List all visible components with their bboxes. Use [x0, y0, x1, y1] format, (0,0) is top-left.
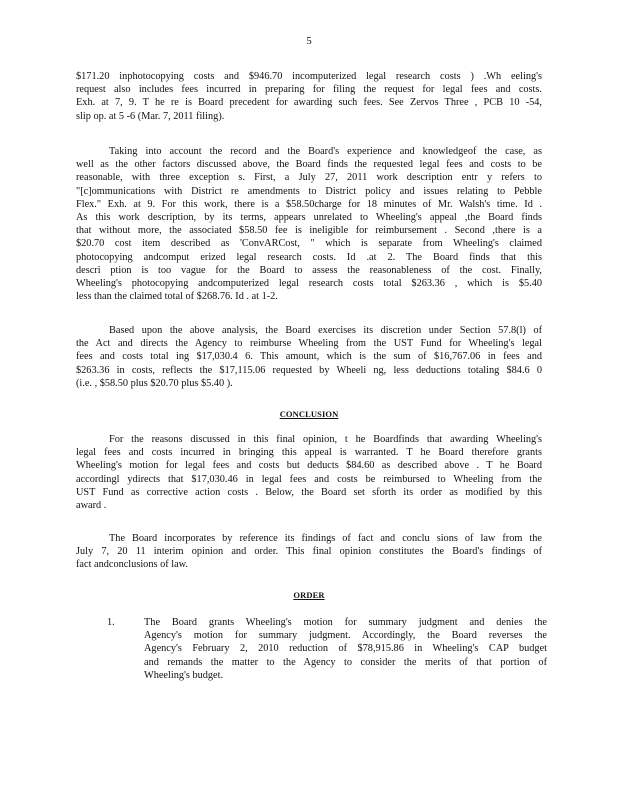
- text-line: less than the claimed total of $268.76. Id . at 1-2.: [76, 291, 278, 303]
- text-line: Agency's February 2, 2010 reduction of $78,915.86 in Wheeling's CAP budget: [144, 643, 547, 655]
- order-number: 1.: [107, 617, 115, 628]
- text-line: Wheeling's budget.: [144, 669, 224, 681]
- text-line: (i.e. , $58.50 plus $20.70 plus $5.40 ).: [76, 377, 233, 389]
- text-line: Wheeling's photocopying andcomputerized legal research costs total $263.36 , which is $5.40: [76, 278, 542, 290]
- paragraph-analysis: [76, 324, 542, 390]
- text-line: descri ption is too vague for the Board to assess the reasonableness of the cost. Finally,: [76, 264, 542, 276]
- paragraph-fees-request: [76, 70, 542, 123]
- text-line: slip op. at 5 -6 (Mar. 7, 2011 filing).: [76, 110, 225, 122]
- text-line: July 7, 20 11 interim opinion and order. This final opinion constitutes the Board's findings of: [76, 546, 542, 558]
- heading-text: ORDER: [293, 590, 325, 600]
- text-line: Exh. at 7, 9. T he re is Board precedent for awarding such fees. See Zervos Three , PCB 10 -54,: [76, 97, 542, 109]
- text-line: UST Fund as corrective action costs . Below, the Board set sforth its order as modified by this: [76, 486, 542, 498]
- page-number: 5: [306, 35, 312, 47]
- text-line: Taking into account the record and the Board's experience and knowledgeof the case, as: [109, 146, 542, 157]
- text-line: Wheeling's motion for legal fees and costs but deducts $84.60 as described above . T he Board: [76, 460, 542, 472]
- text-line: As this work description, by its terms, appears unrelated to Wheeling's appeal ,the Board finds: [76, 212, 542, 224]
- text-line: fees and costs total ing $17,030.4 6. This amount, which is the sum of $16,767.06 in fees and: [76, 351, 542, 363]
- paragraph-reasonableness: [76, 145, 542, 303]
- text-line: that without more, the associated $58.50 fee is ineligible for reimbursement . Second ,there is a: [76, 225, 542, 237]
- text-line: Agency's motion for summary judgment. Accordingly, the Board reverses the: [144, 630, 547, 642]
- text-line: $20.70 cost item described as 'ConvARCost, " which is separate from Wheeling's claimed: [76, 238, 542, 250]
- paragraph-incorporation: [76, 532, 542, 572]
- text-line: The Board incorporates by reference its findings of fact and conclu sions of law from the: [109, 533, 542, 544]
- text-line: $263.36 in costs, reflects the $17,115.06 requested by Wheeli ng, less deductions totaling $84.6 0: [76, 364, 542, 376]
- conclusion-heading: [0, 409, 618, 419]
- text-line: request also includes fees incurred in preparing for filing the request for legal fees and costs.: [76, 84, 542, 96]
- order-heading: [0, 590, 618, 600]
- text-line: "[c]ommunications with District re amendments to District policy and issues relating to Pebble: [76, 185, 542, 197]
- text-line: legal fees and costs incurred in bringing this appeal is warranted. T he Board therefore grants: [76, 447, 542, 459]
- text-line: The Board grants Wheeling's motion for summary judgment and denies the: [144, 617, 547, 628]
- text-line: award .: [76, 500, 107, 512]
- heading-text: CONCLUSION: [279, 409, 339, 419]
- text-line: reasonable, with three exception s. First, a July 27, 2011 work description entr y refers to: [76, 172, 542, 184]
- text-line: photocopying andcomput erized legal research costs. Id .at 2. The Board finds that this: [76, 251, 542, 263]
- text-line: and remands the matter to the Agency to consider the merits of that portion of: [144, 656, 547, 668]
- text-line: For the reasons discussed in this final opinion, t he Boardfinds that awarding Wheeling's: [109, 434, 542, 445]
- text-line: well as the other factors discussed above, the Board finds the requested legal fees and costs to be: [76, 159, 542, 171]
- order-text: [144, 616, 547, 682]
- text-line: the Act and directs the Agency to reimburse Wheeling from the UST Fund for Wheeling's legal: [76, 338, 542, 350]
- text-line: fact andconclusions of law.: [76, 559, 188, 571]
- text-line: Flex." Exh. at 9. For this work, there is a $58.50charge for 18 minutes of Mr. Walsh's time. Id .: [76, 198, 542, 210]
- text-line: accordingl ydirects that $17,030.46 in legal fees and costs be reimbursed to Wheeling from the: [76, 473, 542, 485]
- text-line: $171.20 inphotocopying costs and $946.70 incomputerized legal research costs ) .Wh eeling's: [76, 71, 542, 82]
- text-line: Based upon the above analysis, the Board exercises its discretion under Section 57.8(l) of: [109, 325, 542, 336]
- paragraph-conclusion: [76, 433, 542, 512]
